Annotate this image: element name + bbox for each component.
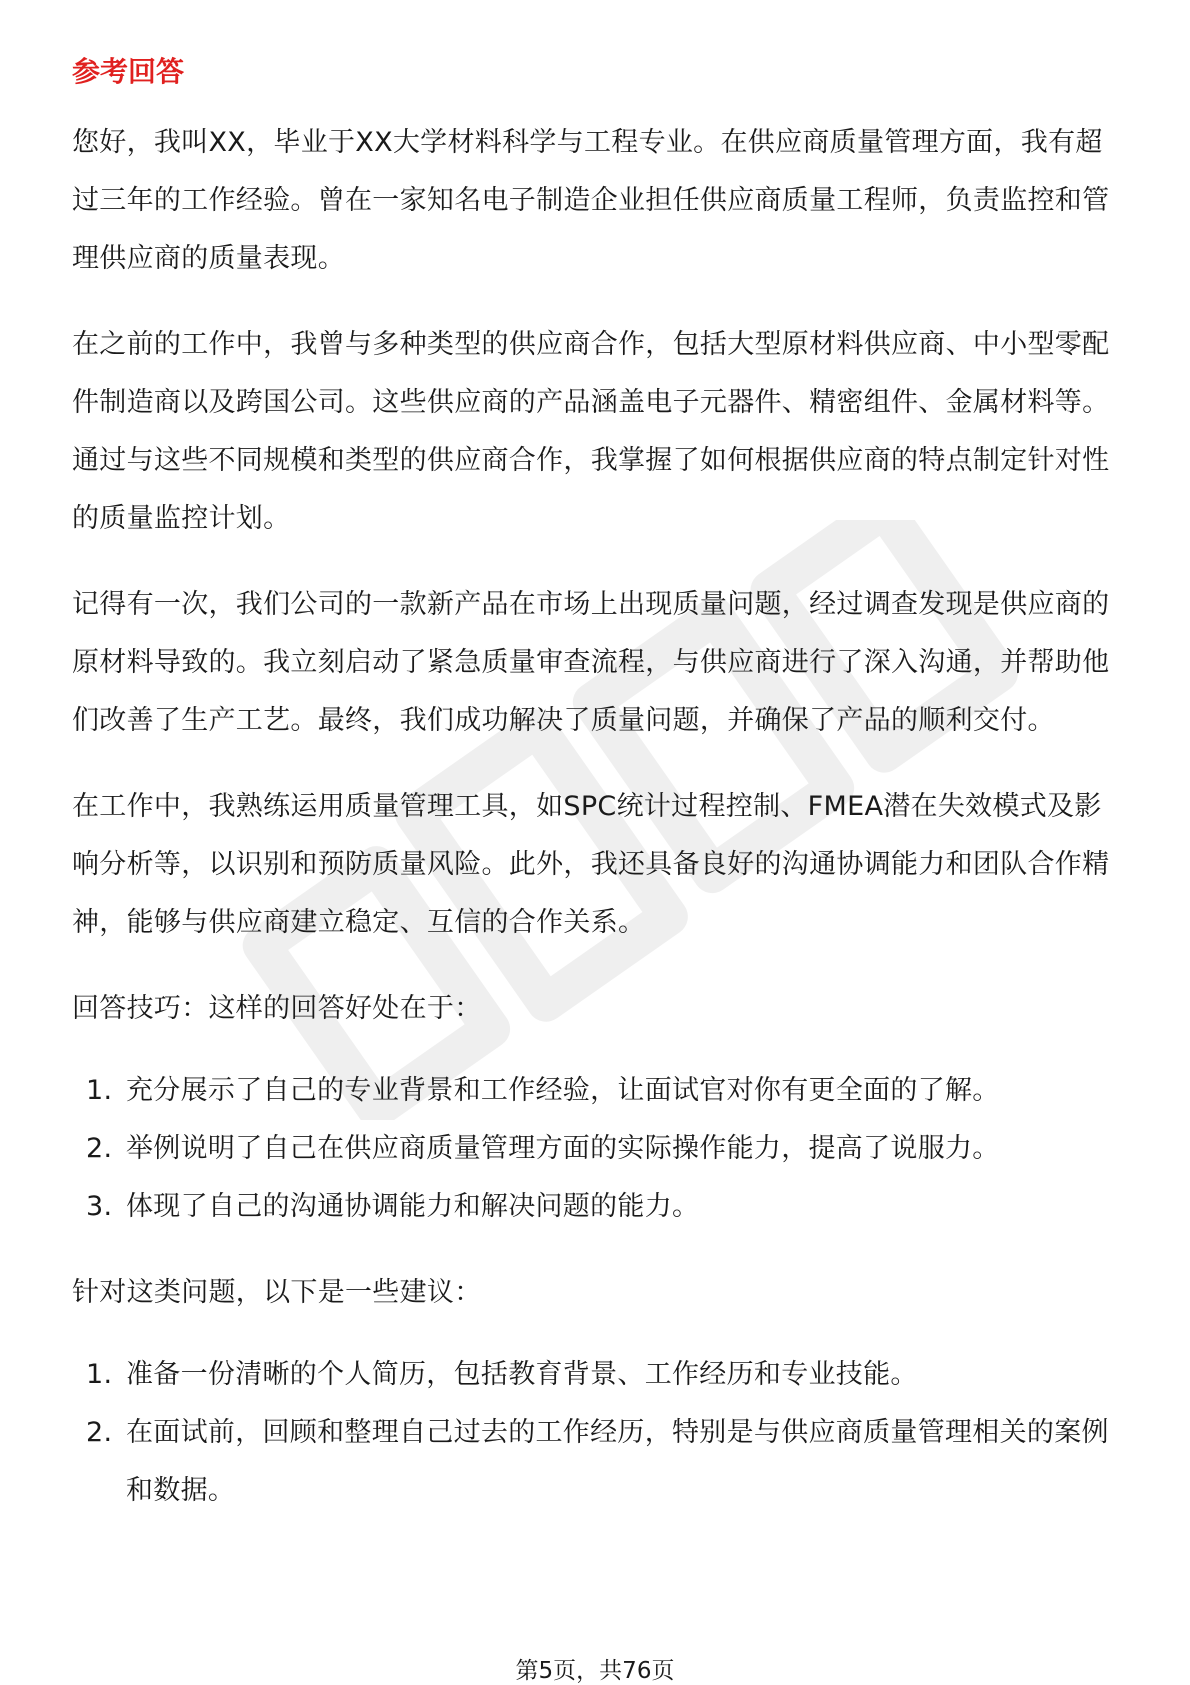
list-number: 1. <box>86 1075 113 1106</box>
list-item <box>72 1120 1118 1178</box>
list-number: 2. <box>86 1417 113 1448</box>
list-number: 2. <box>86 1133 113 1164</box>
answer-paragraph-4: 在工作中，我熟练运用质量管理工具，如SPC统计过程控制、FMEA潜在失效模式及影响分析等，以识别和预防质量风险。此外，我还具备良好的沟通协调能力和团队合作精神，能够与供应商建立稳定、互信的合作关系。 <box>72 791 1110 938</box>
tips-list <box>72 1062 1118 1236</box>
answer-paragraph-1: 您好，我叫XX，毕业于XX大学材料科学与工程专业。在供应商质量管理方面，我有超过三年的工作经验。曾在一家知名电子制造企业担任供应商质量工程师，负责监控和管理供应商的质量表现。 <box>72 127 1110 274</box>
list-text: 体现了自己的沟通协调能力和解决问题的能力。 <box>126 1191 700 1222</box>
list-item <box>72 1404 1118 1520</box>
list-text: 在面试前，回顾和整理自己过去的工作经历，特别是与供应商质量管理相关的案例和数据。 <box>126 1417 1109 1506</box>
list-text: 举例说明了自己在供应商质量管理方面的实际操作能力，提高了说服力。 <box>126 1133 1000 1164</box>
section-title: 参考回答 <box>72 55 185 88</box>
list-item <box>72 1346 1118 1404</box>
list-number: 1. <box>86 1359 113 1390</box>
list-number: 3. <box>86 1191 113 1222</box>
list-text: 准备一份清晰的个人简历，包括教育背景、工作经历和专业技能。 <box>126 1359 918 1390</box>
main-content <box>72 48 1118 1548</box>
advice-list <box>72 1346 1118 1520</box>
list-text: 充分展示了自己的专业背景和工作经验，让面试官对你有更全面的了解。 <box>126 1075 1000 1106</box>
list-item <box>72 1178 1118 1236</box>
advice-intro: 针对这类问题，以下是一些建议： <box>72 1277 482 1308</box>
answer-paragraph-2: 在之前的工作中，我曾与多种类型的供应商合作，包括大型原材料供应商、中小型零配件制造商以及跨国公司。这些供应商的产品涵盖电子元器件、精密组件、金属材料等。通过与这些不同规模和类型的供应商合作，我掌握了如何根据供应商的特点制定针对性的质量监控计划。 <box>72 329 1110 534</box>
list-item <box>72 1062 1118 1120</box>
answer-paragraph-3: 记得有一次，我们公司的一款新产品在市场上出现质量问题，经过调查发现是供应商的原材料导致的。我立刻启动了紧急质量审查流程，与供应商进行了深入沟通，并帮助他们改善了生产工艺。最终，我们成功解决了质量问题，并确保了产品的顺利交付。 <box>72 589 1110 736</box>
tips-intro: 回答技巧：这样的回答好处在于： <box>72 993 482 1024</box>
page-footer: 第5页，共76页 <box>515 1658 675 1684</box>
